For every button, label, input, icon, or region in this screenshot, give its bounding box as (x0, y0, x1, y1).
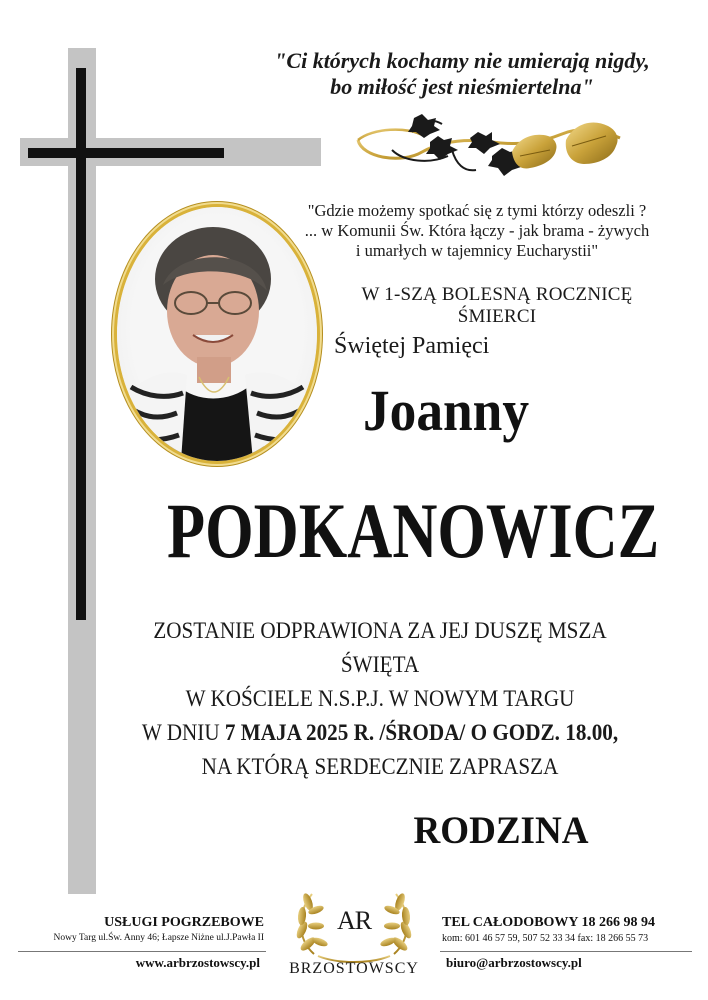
footer-divider-left (18, 951, 266, 952)
other-phones: kom: 601 46 57 59, 507 52 33 34 fax: 18 266 55 73 (442, 933, 649, 944)
portrait-photo (117, 207, 317, 461)
top-quote (232, 48, 692, 100)
phone-24h: TEL CAŁODOBOWY 18 266 98 94 (442, 915, 656, 930)
mass-announcement (100, 614, 660, 784)
mass-date-prefix: W DNIU (141, 720, 225, 745)
deceased-first-name: Joanny (362, 378, 530, 443)
mass-date-suffix: , (612, 720, 619, 745)
family-signature: RODZINA (413, 809, 589, 852)
logo-name: BRZOSTOWSCY (289, 960, 419, 977)
website-link[interactable]: www.arbrzostowscy.pl (135, 955, 260, 970)
deceased-surname: PODKANOWICZ (167, 487, 660, 574)
logo-initials: AR (336, 906, 372, 935)
anniversary-heading: W 1-SZĄ BOLESNĄ ROCZNICĘ ŚMIERCI (361, 284, 633, 327)
mass-line: NA KTÓRĄ SERDECZNIE ZAPRASZA (201, 754, 559, 779)
mass-line: ZOSTANIE ODPRAWIONA ZA JEJ DUSZĘ MSZA ŚWIĘTA (153, 618, 607, 677)
top-quote-line: bo miłość jest nieśmiertelna" (330, 74, 594, 99)
top-quote-line: "Ci których kochamy nie umierają nigdy, (274, 48, 650, 73)
vine-ornament-icon (352, 112, 634, 188)
eucharist-quote-line: "Gdzie możemy spotkać się z tymi którzy odeszli ? (307, 201, 647, 220)
portrait-image (117, 207, 317, 461)
laurel-wreath-icon (278, 884, 430, 996)
company-addresses: Nowy Targ ul.Św. Anny 46; Łapsze Niżne ul.J.Pawła II (53, 933, 264, 943)
company-title: USŁUGI POGRZEBOWE (104, 915, 264, 930)
eucharist-quote-line: ... w Komunii Św. Która łączy - jak brama - żywych (304, 221, 650, 240)
footer-divider-right (440, 951, 692, 952)
email-link[interactable]: biuro@arbrzostowscy.pl (446, 955, 582, 970)
mass-date-line (122, 716, 637, 750)
eucharist-quote (290, 201, 664, 261)
cross-icon-horizontal (28, 148, 224, 158)
mass-line: W KOŚCIELE N.S.P.J. W NOWYM TARGU (185, 686, 575, 711)
eucharist-quote-line: i umarłych w tajemnicy Eucharystii" (355, 241, 599, 260)
mass-date-time: 7 MAJA 2025 R. /ŚRODA/ O GODZ. 18.00 (224, 720, 613, 745)
memory-label: Świętej Pamięci (334, 333, 490, 359)
